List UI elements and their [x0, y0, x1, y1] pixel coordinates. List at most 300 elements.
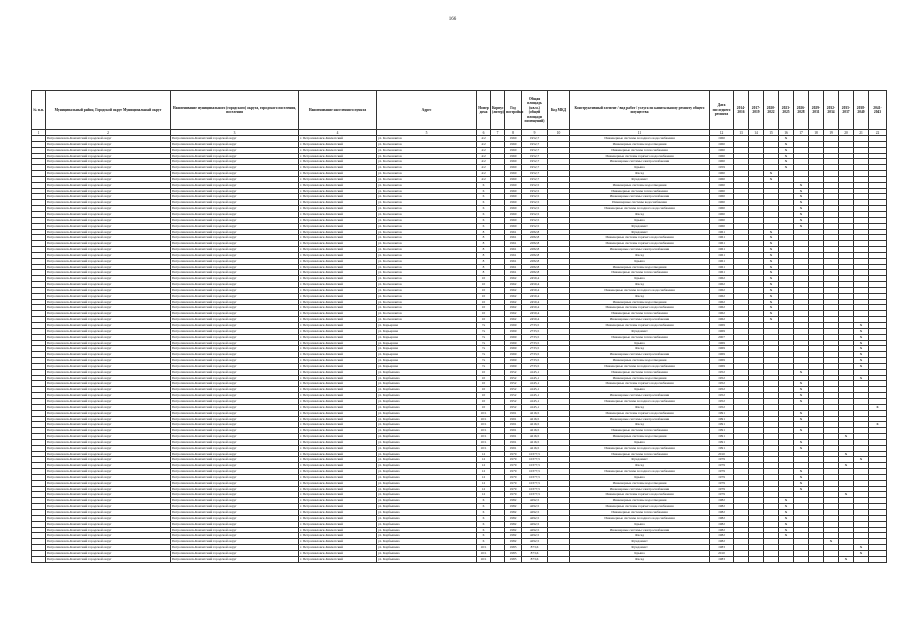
- table-cell: 1983: [710, 545, 734, 551]
- table-cell: 1952,7: [522, 165, 548, 171]
- table-cell: 1991: [710, 416, 734, 422]
- table-cell: 7а: [477, 323, 491, 329]
- column-number: 10: [548, 130, 570, 136]
- column-header: 2023-2025: [779, 91, 794, 130]
- table-cell: 1961: [505, 252, 522, 258]
- table-cell: г. Петропавловск-Камчатский: [299, 363, 377, 369]
- table-cell: 6: [477, 200, 491, 206]
- table-cell: ул. Космонавтов: [377, 171, 477, 177]
- table-cell: Петропавловск-Камчатский городской округ: [46, 200, 171, 206]
- table-cell: Инженерные системы теплоснабжения: [570, 334, 710, 340]
- table-cell: 1969: [505, 346, 522, 352]
- table-cell: г. Петропавловск-Камчатский: [299, 504, 377, 510]
- table-cell: 6: [477, 194, 491, 200]
- table-cell: 1969: [505, 363, 522, 369]
- table-cell: Петропавловск-Камчатский городской округ: [171, 241, 299, 247]
- table-cell: ул. Космонавтов: [377, 317, 477, 323]
- table-cell: 4216,5: [522, 445, 548, 451]
- table-cell: X: [794, 428, 809, 434]
- table-cell: X: [794, 211, 809, 217]
- table-cell: 1962: [710, 282, 734, 288]
- table-cell: 7а: [477, 340, 491, 346]
- table-cell: 1979: [505, 486, 522, 492]
- table-cell: 1982: [505, 521, 522, 527]
- table-cell: г. Петропавловск-Камчатский: [299, 463, 377, 469]
- table-cell: 1962: [710, 276, 734, 282]
- table-cell: 10/1: [477, 422, 491, 428]
- table-cell: 1960: [505, 206, 522, 212]
- column-number: 17: [794, 130, 809, 136]
- table-cell: X: [764, 293, 779, 299]
- table-cell: 1960: [505, 171, 522, 177]
- table-cell: 2450,4: [522, 299, 548, 305]
- table-cell: Инженерные системы теплоснабжения: [570, 428, 710, 434]
- table-cell: Инженерные системы водоотведения: [570, 498, 710, 504]
- table-cell: X: [854, 358, 869, 364]
- table-cell: 1952,5: [522, 200, 548, 206]
- table-cell: Петропавловск-Камчатский городской округ: [171, 375, 299, 381]
- table-cell: г. Петропавловск-Камчатский: [299, 323, 377, 329]
- table-cell: Крыша: [570, 276, 710, 282]
- table-cell: Петропавловск-Камчатский городской округ: [46, 445, 171, 451]
- column-number: 20: [839, 130, 854, 136]
- table-cell: 2450,4: [522, 311, 548, 317]
- table-cell: ул. Карбышева: [377, 445, 477, 451]
- table-cell: Инженерные системы электроснабжения: [570, 527, 710, 533]
- table-cell: ул. Космонавтов: [377, 276, 477, 282]
- table-cell: 1952,7: [522, 171, 548, 177]
- table-cell: Петропавловск-Камчатский городской округ: [46, 211, 171, 217]
- table-cell: Петропавловск-Камчатский городской округ: [171, 527, 299, 533]
- table-cell: г. Петропавловск-Камчатский: [299, 252, 377, 258]
- table-cell: Фасад: [570, 346, 710, 352]
- table-cell: Петропавловск-Камчатский городской округ: [171, 404, 299, 410]
- table-cell: 1960: [505, 188, 522, 194]
- table-cell: 1960: [505, 217, 522, 223]
- table-cell: X: [794, 182, 809, 188]
- table-cell: Петропавловск-Камчатский городской округ: [46, 252, 171, 258]
- table-cell: X: [854, 363, 869, 369]
- table-cell: 1979: [505, 492, 522, 498]
- table-cell: 12: [477, 469, 491, 475]
- table-cell: ул. Карбышева: [377, 550, 477, 556]
- table-cell: X: [824, 539, 839, 545]
- table-cell: Инженерные системы теплоснабжения: [570, 311, 710, 317]
- table-cell: 1979: [710, 469, 734, 475]
- table-cell: Петропавловск-Камчатский городской округ: [46, 410, 171, 416]
- table-cell: ул. Космонавтов: [377, 217, 477, 223]
- column-number: 12: [710, 130, 734, 136]
- table-cell: X: [869, 422, 887, 428]
- table-cell: [749, 556, 764, 562]
- table-cell: Петропавловск-Камчатский городской округ: [171, 369, 299, 375]
- table-cell: Петропавловск-Камчатский городской округ: [171, 480, 299, 486]
- table-cell: 10377,5: [522, 469, 548, 475]
- table-cell: 2733,5: [522, 328, 548, 334]
- table-cell: ул. Карбышева: [377, 393, 477, 399]
- table-cell: г. Петропавловск-Камчатский: [299, 416, 377, 422]
- table-cell: 4145,1: [522, 375, 548, 381]
- table-cell: Петропавловск-Камчатский городской округ: [46, 539, 171, 545]
- table-cell: 1952,5: [522, 223, 548, 229]
- table-cell: г. Петропавловск-Камчатский: [299, 340, 377, 346]
- table-cell: Петропавловск-Камчатский городской округ: [171, 556, 299, 562]
- table-cell: X: [854, 457, 869, 463]
- table-cell: 4292,5: [522, 521, 548, 527]
- table-cell: 12: [477, 474, 491, 480]
- table-cell: Инженерные системы водоотведения: [570, 358, 710, 364]
- table-cell: 1982: [505, 498, 522, 504]
- table-cell: Петропавловск-Камчатский городской округ: [46, 153, 171, 159]
- table-cell: 7а: [477, 358, 491, 364]
- table-cell: 1991: [505, 439, 522, 445]
- table-cell: X: [764, 287, 779, 293]
- table-cell: Петропавловск-Камчатский городской округ: [171, 287, 299, 293]
- table-cell: X: [779, 521, 794, 527]
- table-cell: 2450,4: [522, 317, 548, 323]
- table-cell: 6: [477, 515, 491, 521]
- table-cell: ул. Карьерная: [377, 328, 477, 334]
- table-cell: Петропавловск-Камчатский городской округ: [171, 550, 299, 556]
- table-cell: Крыша: [570, 165, 710, 171]
- column-header: Конструктивный элемент / вид работ / услуга по капитальному ремонту общего имущества: [570, 91, 710, 130]
- table-cell: Петропавловск-Камчатский городской округ: [171, 340, 299, 346]
- table-cell: 1960: [505, 159, 522, 165]
- table-cell: 1969: [505, 328, 522, 334]
- table-cell: Петропавловск-Камчатский городской округ: [171, 194, 299, 200]
- table-cell: Инженерные системы холодного водоснабжения: [570, 363, 710, 369]
- table-cell: Фундамент: [570, 539, 710, 545]
- table-cell: X: [794, 223, 809, 229]
- table-cell: г. Петропавловск-Камчатский: [299, 200, 377, 206]
- table-cell: 2010: [710, 451, 734, 457]
- table-cell: ул. Карбышева: [377, 410, 477, 416]
- table-cell: 2733,5: [522, 334, 548, 340]
- table-cell: X: [764, 276, 779, 282]
- table-cell: 1960: [505, 200, 522, 206]
- table-cell: Инженерные системы горячего водоснабжения: [570, 492, 710, 498]
- table-cell: ул. Карбышева: [377, 504, 477, 510]
- table-cell: ул. Карбышева: [377, 404, 477, 410]
- table-cell: 2282,8: [522, 258, 548, 264]
- column-header: 2038-2040: [854, 91, 869, 130]
- table-cell: 2282,8: [522, 252, 548, 258]
- table-cell: Инженерные системы теплоснабжения: [570, 188, 710, 194]
- table-cell: Петропавловск-Камчатский городской округ: [171, 153, 299, 159]
- table-cell: 1962: [710, 311, 734, 317]
- table-cell: Петропавловск-Камчатский городской округ: [171, 136, 299, 142]
- column-header: Дата последнего ремонта: [710, 91, 734, 130]
- column-header: Муниципальный район, Городской округ Муниципальный округ: [46, 91, 171, 130]
- table-cell: г. Петропавловск-Камчатский: [299, 474, 377, 480]
- table-cell: X: [794, 188, 809, 194]
- table-cell: X: [764, 305, 779, 311]
- table-cell: г. Петропавловск-Камчатский: [299, 136, 377, 142]
- table-cell: 12: [477, 457, 491, 463]
- table-cell: 1961: [710, 264, 734, 270]
- table-cell: г. Петропавловск-Камчатский: [299, 492, 377, 498]
- table-cell: 1991: [710, 445, 734, 451]
- table-cell: 1982: [710, 510, 734, 516]
- table-cell: Петропавловск-Камчатский городской округ: [46, 206, 171, 212]
- table-cell: X: [779, 510, 794, 516]
- table-cell: 1961: [710, 235, 734, 241]
- table-cell: Петропавловск-Камчатский городской округ: [171, 258, 299, 264]
- table-cell: 1983: [505, 545, 522, 551]
- table-cell: Петропавловск-Камчатский городской округ: [46, 545, 171, 551]
- table-cell: 4/2: [477, 165, 491, 171]
- table-cell: 1969: [505, 340, 522, 346]
- table-cell: 1969: [710, 363, 734, 369]
- table-cell: г. Петропавловск-Камчатский: [299, 393, 377, 399]
- table-cell: Петропавловск-Камчатский городской округ: [46, 176, 171, 182]
- table-cell: г. Петропавловск-Камчатский: [299, 556, 377, 562]
- table-cell: 1983: [505, 556, 522, 562]
- column-number: 1: [32, 130, 46, 136]
- table-cell: Петропавловск-Камчатский городской округ: [171, 416, 299, 422]
- table-body: [32, 136, 887, 563]
- table-cell: ул. Карбышева: [377, 498, 477, 504]
- table-cell: X: [779, 147, 794, 153]
- table-cell: г. Петропавловск-Камчатский: [299, 287, 377, 293]
- table-cell: Инженерные системы электроснабжения: [570, 393, 710, 399]
- column-header: 2020-2022: [764, 91, 779, 130]
- table-cell: Инженерные системы водоснабжения: [570, 200, 710, 206]
- table-cell: 2733,5: [522, 352, 548, 358]
- table-cell: ул. Космонавтов: [377, 165, 477, 171]
- column-header: 2041-2043: [869, 91, 887, 130]
- table-cell: Петропавловск-Камчатский городской округ: [46, 217, 171, 223]
- table-cell: Петропавловск-Камчатский городской округ: [46, 141, 171, 147]
- table-cell: 4292,5: [522, 510, 548, 516]
- table-cell: Инженерные системы водоотведения: [570, 480, 710, 486]
- table-cell: X: [854, 340, 869, 346]
- table-cell: г. Петропавловск-Камчатский: [299, 206, 377, 212]
- table-cell: 10: [477, 387, 491, 393]
- table-cell: X: [779, 141, 794, 147]
- table-cell: 2282,8: [522, 229, 548, 235]
- table-cell: Петропавловск-Камчатский городской округ: [171, 311, 299, 317]
- table-cell: Петропавловск-Камчатский городской округ: [46, 136, 171, 142]
- table-cell: X: [794, 398, 809, 404]
- table-cell: 10: [477, 317, 491, 323]
- table-cell: Петропавловск-Камчатский городской округ: [171, 247, 299, 253]
- table-cell: Петропавловск-Камчатский городской округ: [171, 533, 299, 539]
- table-cell: Петропавловск-Камчатский городской округ: [171, 293, 299, 299]
- column-number: 2: [46, 130, 171, 136]
- table-cell: Петропавловск-Камчатский городской округ: [171, 492, 299, 498]
- table-cell: 1982: [710, 527, 734, 533]
- table-cell: 1962: [505, 299, 522, 305]
- table-cell: 1962: [505, 317, 522, 323]
- table-cell: Фасад: [570, 171, 710, 177]
- table-cell: 873,6: [522, 556, 548, 562]
- table-cell: ул. Космонавтов: [377, 176, 477, 182]
- table-cell: 4/2: [477, 176, 491, 182]
- table-cell: г. Петропавловск-Камчатский: [299, 182, 377, 188]
- table-cell: 1961: [505, 258, 522, 264]
- table-cell: 10377,5: [522, 463, 548, 469]
- table-cell: 2733,5: [522, 358, 548, 364]
- column-header: Наименование населенного пункта: [299, 91, 377, 130]
- table-cell: г. Петропавловск-Камчатский: [299, 358, 377, 364]
- table-cell: 10/1: [477, 445, 491, 451]
- table-cell: Петропавловск-Камчатский городской округ: [46, 287, 171, 293]
- table-cell: г. Петропавловск-Камчатский: [299, 328, 377, 334]
- table-cell: г. Петропавловск-Камчатский: [299, 469, 377, 475]
- table-cell: 1982: [710, 504, 734, 510]
- table-cell: 1982: [505, 527, 522, 533]
- table-cell: г. Петропавловск-Камчатский: [299, 311, 377, 317]
- table-cell: Фундамент: [570, 328, 710, 334]
- table-cell: Крыша: [570, 217, 710, 223]
- table-cell: 4292,5: [522, 539, 548, 545]
- table-cell: 10: [477, 381, 491, 387]
- table-cell: Инженерные системы водоотведения: [570, 182, 710, 188]
- table-cell: [764, 556, 779, 562]
- table-cell: 1960: [710, 206, 734, 212]
- table-cell: Петропавловск-Камчатский городской округ: [46, 159, 171, 165]
- table-cell: Инженерные системы теплоснабжения: [570, 451, 710, 457]
- table-cell: [824, 556, 839, 562]
- column-number: 16: [779, 130, 794, 136]
- table-cell: 2450,4: [522, 276, 548, 282]
- table-cell: Петропавловск-Камчатский городской округ: [171, 299, 299, 305]
- table-cell: 10377,5: [522, 474, 548, 480]
- table-cell: Петропавловск-Камчатский городской округ: [171, 451, 299, 457]
- table-cell: X: [854, 328, 869, 334]
- table-cell: ул. Космонавтов: [377, 299, 477, 305]
- table-cell: Фундамент: [570, 229, 710, 235]
- table-cell: Петропавловск-Камчатский городской округ: [46, 398, 171, 404]
- table-cell: 10: [477, 393, 491, 399]
- table-cell: ул. Карбышева: [377, 515, 477, 521]
- table-cell: Инженерные системы горячего водоснабжения: [570, 504, 710, 510]
- table-cell: Петропавловск-Камчатский городской округ: [46, 235, 171, 241]
- table-cell: г. Петропавловск-Камчатский: [299, 317, 377, 323]
- table-cell: Крыша: [570, 521, 710, 527]
- capital-repair-table: [31, 90, 887, 563]
- table-cell: Петропавловск-Камчатский городской округ: [171, 176, 299, 182]
- table-cell: X: [794, 217, 809, 223]
- table-cell: 1959: [710, 165, 734, 171]
- table-cell: Петропавловск-Камчатский городской округ: [171, 147, 299, 153]
- table-cell: 1979: [710, 457, 734, 463]
- table-cell: ул. Карьерная: [377, 323, 477, 329]
- table-cell: ул. Карбышева: [377, 492, 477, 498]
- table-cell: 1962: [710, 293, 734, 299]
- table-cell: 1979: [710, 486, 734, 492]
- table-cell: Петропавловск-Камчатский городской округ: [171, 486, 299, 492]
- table-cell: Петропавловск-Камчатский городской округ: [171, 346, 299, 352]
- table-cell: 2450,4: [522, 305, 548, 311]
- table-cell: [854, 556, 869, 562]
- table-cell: ул. Космонавтов: [377, 200, 477, 206]
- column-number: 7: [491, 130, 505, 136]
- table-cell: 12: [477, 463, 491, 469]
- table-cell: 10/1: [477, 545, 491, 551]
- table-cell: ул. Карбышева: [377, 381, 477, 387]
- table-cell: г. Петропавловск-Камчатский: [299, 223, 377, 229]
- table-cell: 7а: [477, 328, 491, 334]
- table-cell: 1991: [505, 422, 522, 428]
- table-cell: Петропавловск-Камчатский городской округ: [46, 486, 171, 492]
- table-cell: ул. Карбышева: [377, 545, 477, 551]
- column-number: 15: [764, 130, 779, 136]
- table-cell: Петропавловск-Камчатский городской округ: [171, 171, 299, 177]
- table-cell: Фундамент: [570, 457, 710, 463]
- table-cell: ул. Карьерная: [377, 352, 477, 358]
- column-number: 13: [734, 130, 749, 136]
- table-cell: Петропавловск-Камчатский городской округ: [171, 229, 299, 235]
- table-cell: X: [854, 352, 869, 358]
- table-cell: 4216,5: [522, 410, 548, 416]
- table-cell: Петропавловск-Камчатский городской округ: [46, 194, 171, 200]
- table-cell: Петропавловск-Камчатский городской округ: [46, 282, 171, 288]
- table-cell: Петропавловск-Камчатский городской округ: [46, 264, 171, 270]
- table-cell: 4292,5: [522, 533, 548, 539]
- table-cell: 1991: [710, 422, 734, 428]
- table-cell: X: [854, 323, 869, 329]
- table-cell: г. Петропавловск-Камчатский: [299, 171, 377, 177]
- table-cell: 8: [477, 252, 491, 258]
- table-cell: 1982: [505, 539, 522, 545]
- table-cell: Петропавловск-Камчатский городской округ: [46, 188, 171, 194]
- table-cell: 6: [477, 521, 491, 527]
- table-cell: 6: [477, 533, 491, 539]
- table-cell: Петропавловск-Камчатский городской округ: [171, 305, 299, 311]
- table-cell: 6: [477, 498, 491, 504]
- table-cell: 1982: [505, 504, 522, 510]
- table-cell: г. Петропавловск-Камчатский: [299, 515, 377, 521]
- table-cell: Петропавловск-Камчатский городской округ: [46, 182, 171, 188]
- table-cell: Петропавловск-Камчатский городской округ: [171, 474, 299, 480]
- table-cell: Фундамент: [570, 176, 710, 182]
- table-cell: г. Петропавловск-Камчатский: [299, 305, 377, 311]
- table-cell: X: [764, 258, 779, 264]
- table-cell: X: [779, 498, 794, 504]
- table-cell: 4216,5: [522, 428, 548, 434]
- table-cell: 1979: [505, 463, 522, 469]
- table-cell: X: [839, 463, 854, 469]
- table-cell: г. Петропавловск-Камчатский: [299, 457, 377, 463]
- table-cell: Крыша: [570, 550, 710, 556]
- table-cell: ул. Карбышева: [377, 369, 477, 375]
- table-cell: ул. Карбышева: [377, 474, 477, 480]
- table-cell: г. Петропавловск-Камчатский: [299, 270, 377, 276]
- table-cell: 4292,5: [522, 515, 548, 521]
- column-number: 8: [505, 130, 522, 136]
- table-cell: г. Петропавловск-Камчатский: [299, 510, 377, 516]
- table-cell: Петропавловск-Камчатский городской округ: [46, 521, 171, 527]
- table-cell: 10377,5: [522, 492, 548, 498]
- column-number: 9: [522, 130, 548, 136]
- table-cell: X: [764, 176, 779, 182]
- table-cell: Петропавловск-Камчатский городской округ: [171, 165, 299, 171]
- table-cell: 4145,1: [522, 404, 548, 410]
- table-cell: ул. Космонавтов: [377, 252, 477, 258]
- table-cell: 4/2: [477, 136, 491, 142]
- table-cell: 6: [477, 504, 491, 510]
- table-cell: 10: [477, 282, 491, 288]
- table-cell: Инженерные системы водоотведения: [570, 141, 710, 147]
- table-cell: 1952: [710, 387, 734, 393]
- table-cell: 1962: [505, 282, 522, 288]
- table-cell: X: [764, 264, 779, 270]
- table-cell: ул. Космонавтов: [377, 287, 477, 293]
- table-cell: Петропавловск-Камчатский городской округ: [171, 422, 299, 428]
- table-cell: 10: [477, 404, 491, 410]
